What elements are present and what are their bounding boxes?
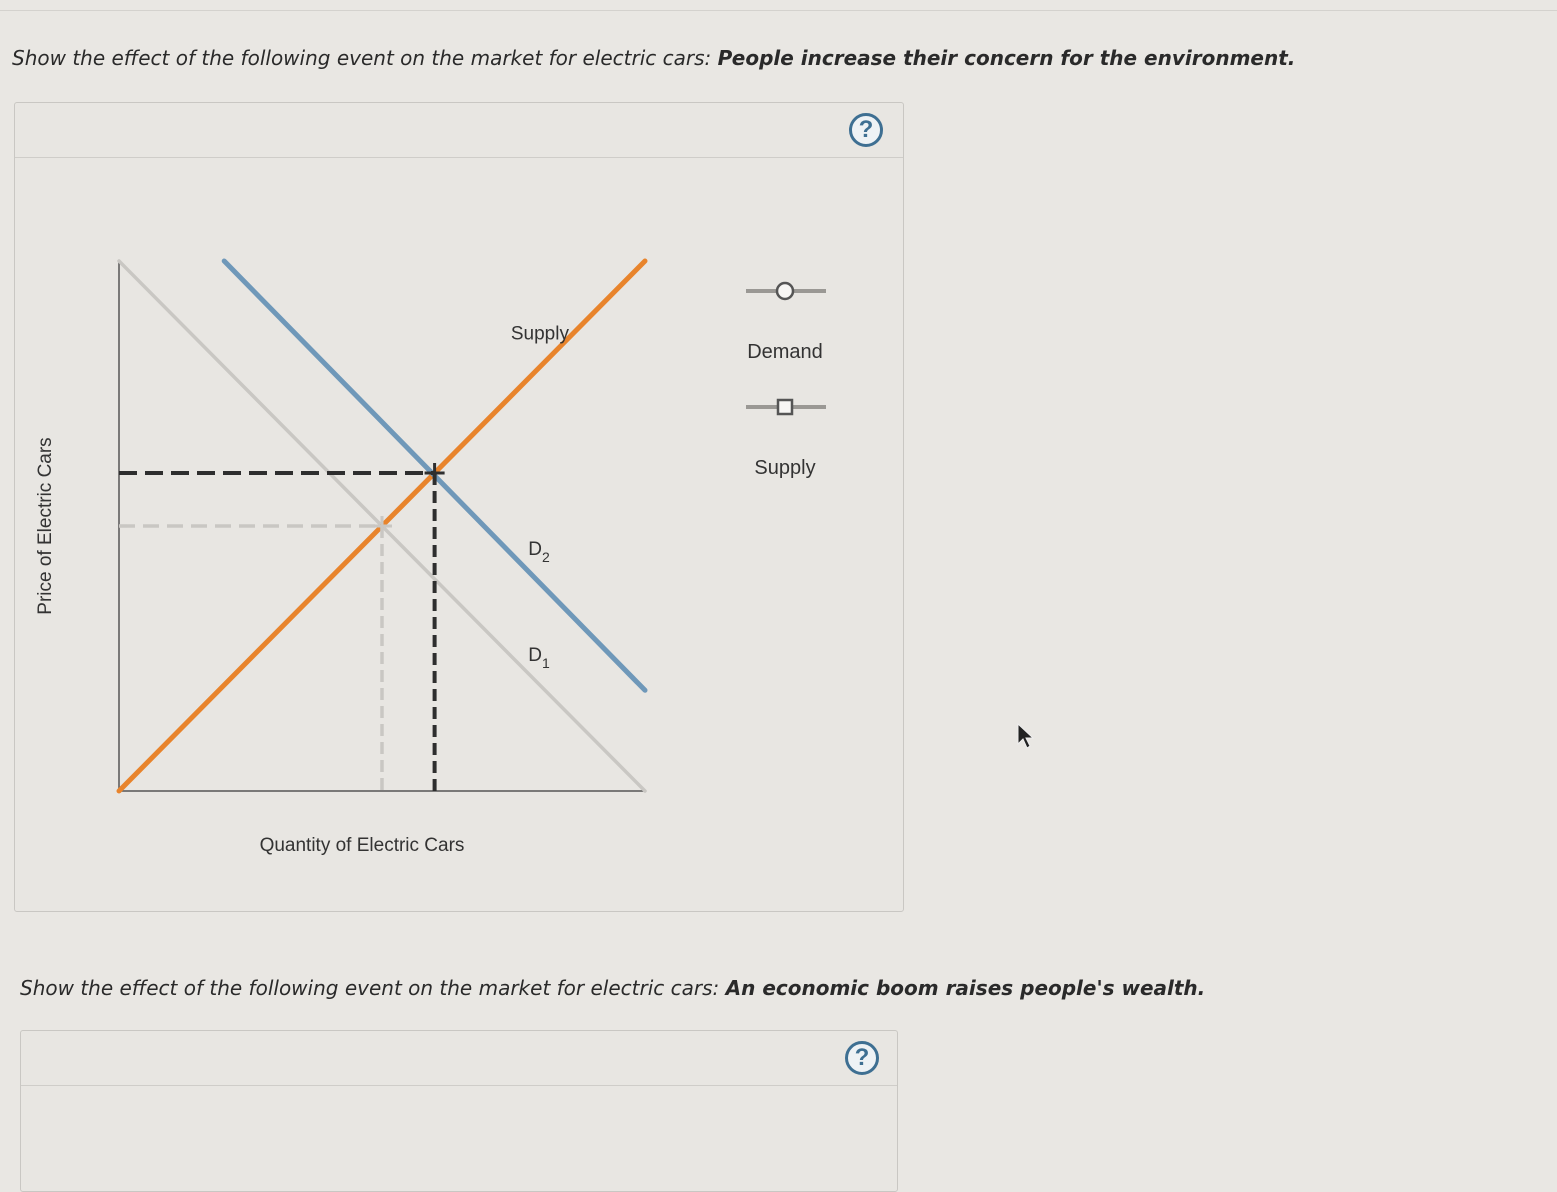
supply-square-icon [778,400,792,414]
graph-panel-2 [20,1030,898,1192]
d1-curve-label: $D_1$ [528,645,550,672]
help-question-icon: ? [854,1044,870,1071]
help-button-2[interactable] [845,1041,879,1075]
supply-demand-chart [15,103,903,911]
top-divider [0,10,1557,11]
question-1-event: People increase their concern for the environment. [717,46,1296,70]
x-axis-label: Quantity of Electric Cars [259,835,465,856]
question-2 [20,976,1205,1000]
question-2-event: An economic boom raises people's wealth. [725,976,1206,1000]
mouse-cursor-icon [1016,722,1036,752]
demand-tool[interactable] [746,283,826,299]
d2-curve-label: $D_2$ [528,539,550,566]
demand-legend-label: Demand [747,341,823,363]
help-question-icon: ? [858,116,874,143]
graph-panel-1 [14,102,904,912]
supply-curve-label: Supply [510,323,569,345]
y-axis-label: Price of Electric Cars [35,437,56,615]
supply-tool[interactable] [746,400,826,414]
panel-2-header [21,1031,897,1086]
question-2-prefix: Show the effect of the following event on the market for electric cars: [20,976,720,1000]
question-1 [12,46,1295,70]
demand-circle-icon [777,283,793,299]
supply-legend-label: Supply [754,457,816,479]
question-1-prefix: Show the effect of the following event on the market for electric cars: [12,46,712,70]
